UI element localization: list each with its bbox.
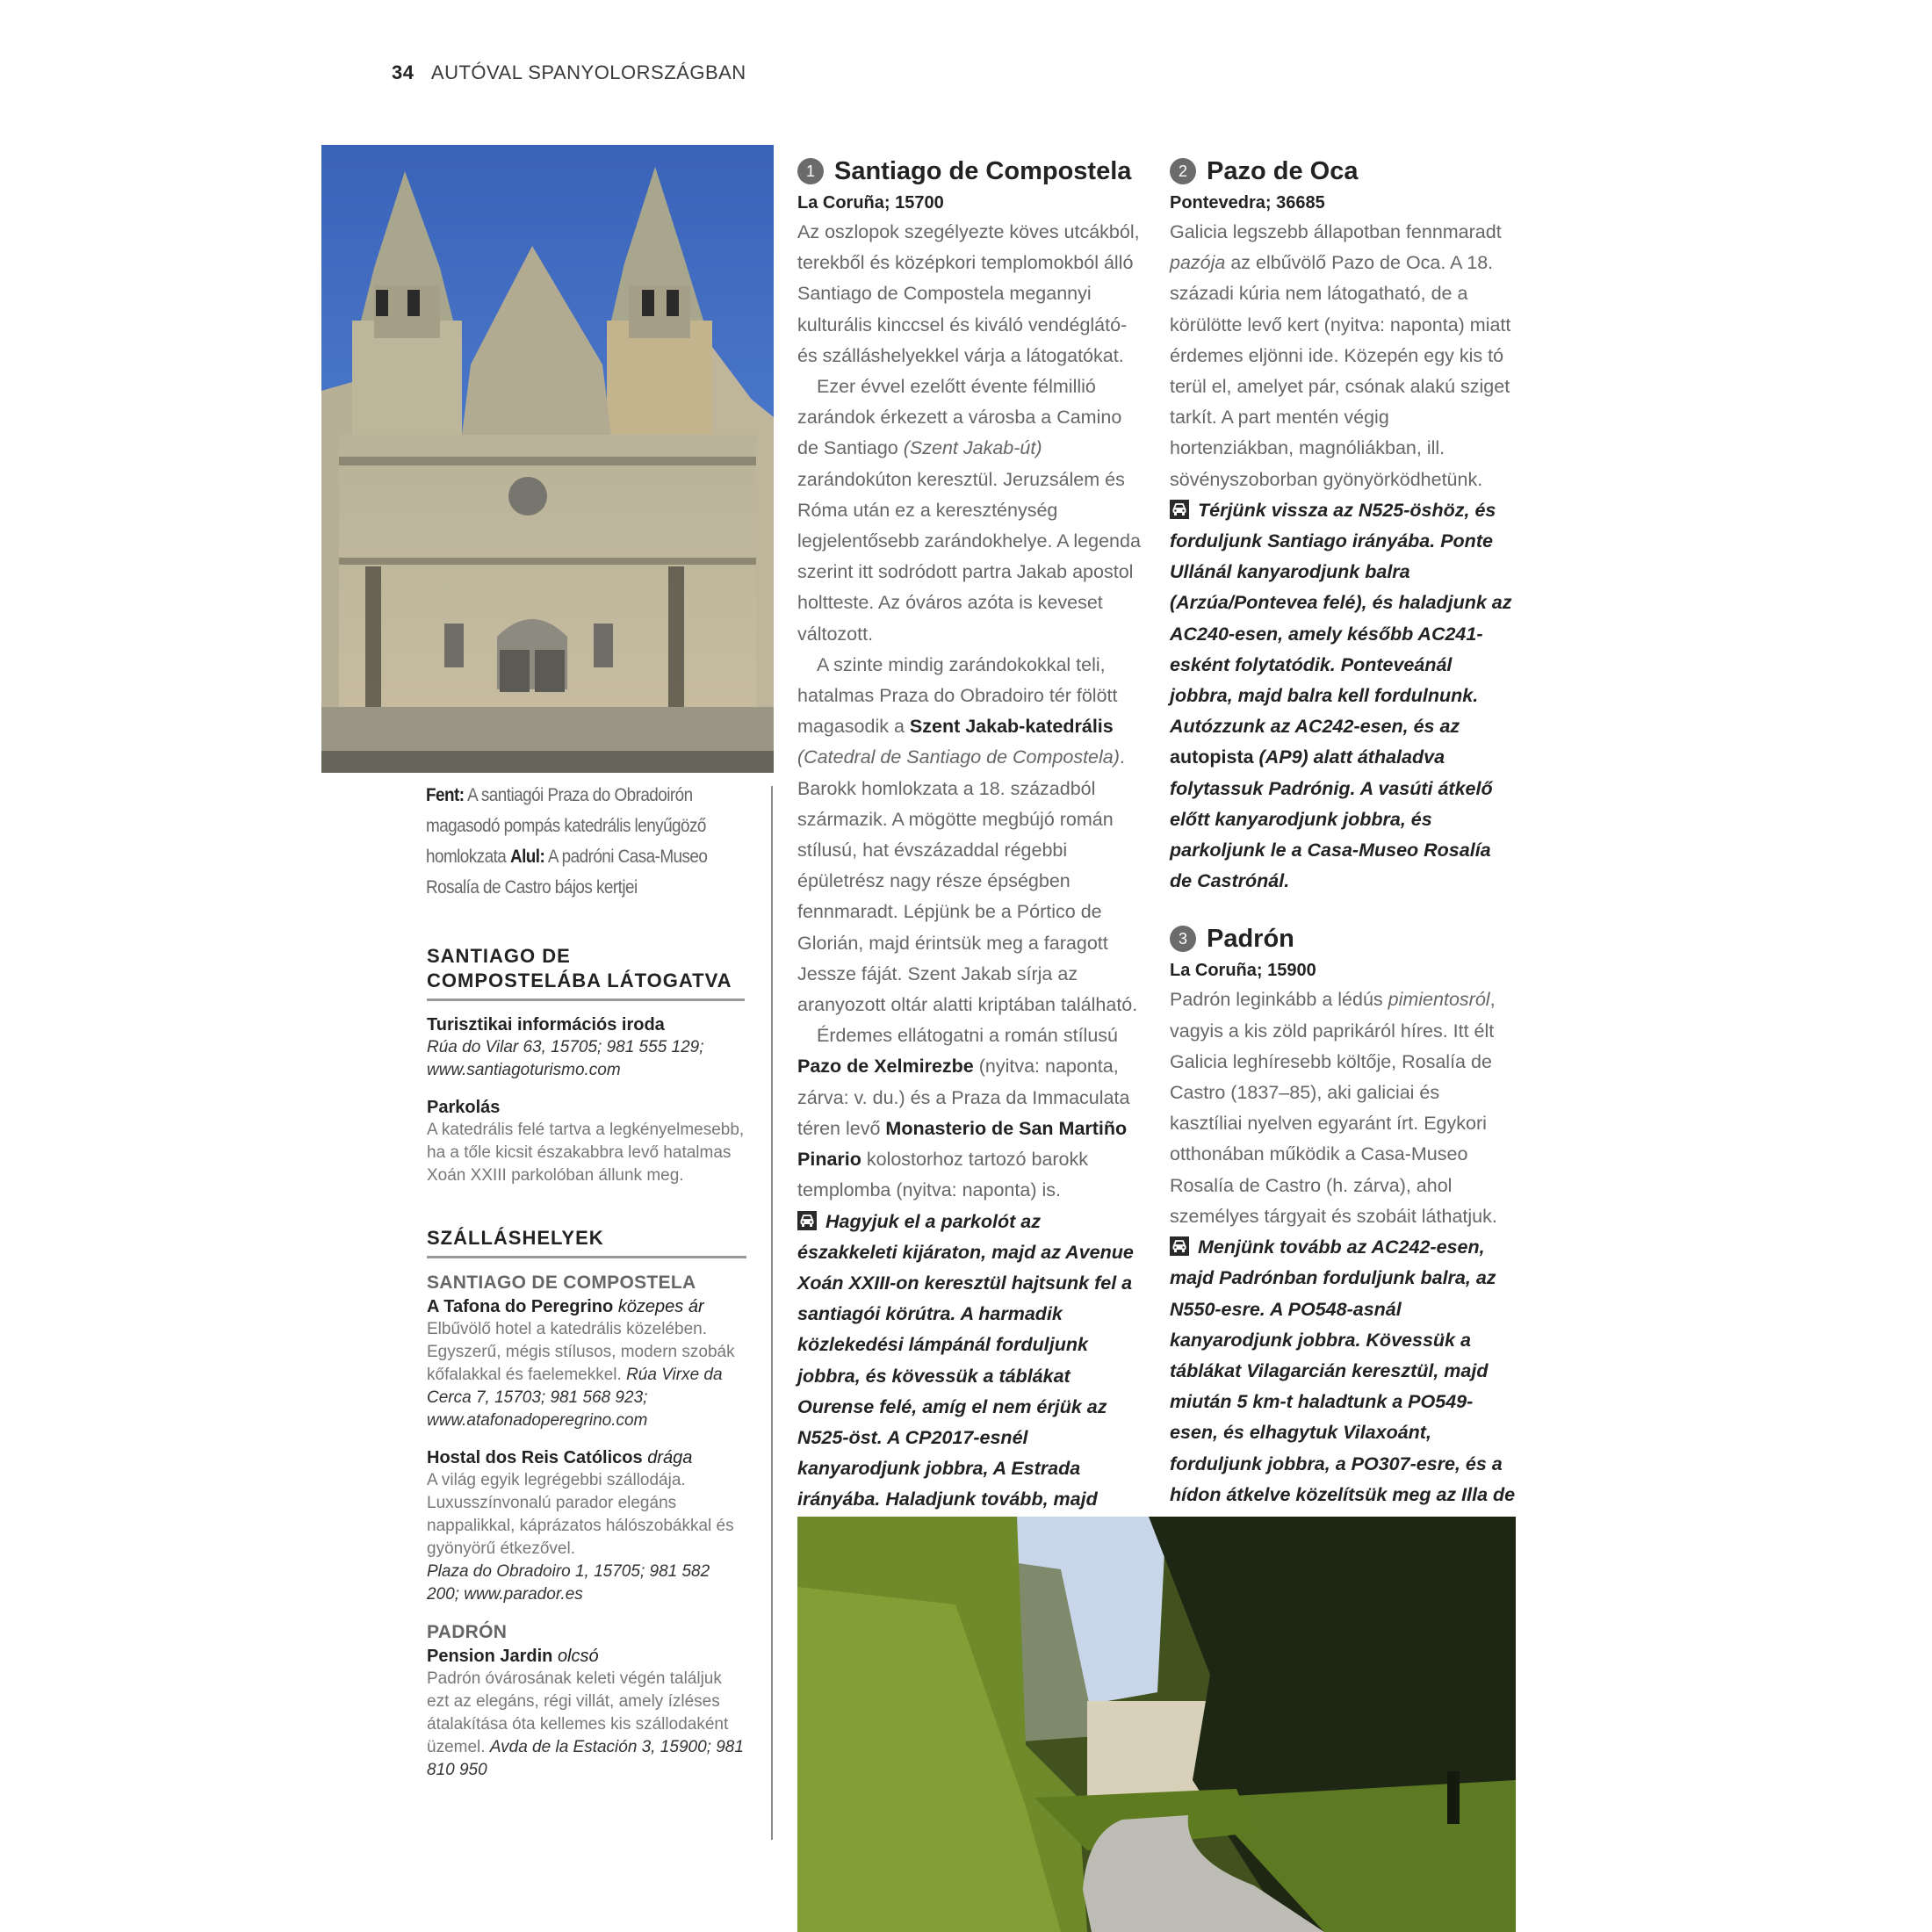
hotel-desc: A világ egyik legrégebbi szállodája. Luxusszínvonalú parador elegáns nappalikkal, káprázatos hálószobákkal és gyönyörű étkezővel.: [427, 1471, 734, 1558]
entry-paragraph: A szinte mindig zarándokokkal teli, hatalmas Praza do Obradoiro tér fölött magasodik a Szent Jakab-katedrális (Catedral de Santiago de Compostela). Barokk homlokzata a 18. századból származik. A mögötte megbújó román stílusú, hat évszázaddal régebbi épületrész nagy része épségben fennmaradt. Lépjünk be a Pórtico de Glorián, majd érintsük meg a faragott Jessze fáját. Szent Jakab sírja az aranyozott oltár alatti kriptában található.: [797, 653, 1138, 1016]
entry-paragraph: Galicia legszebb állapotban fennmaradt pazója az elbűvölő Pazo de Oca. A 18. századi kúria nem látogatható, de a körülötte levő kert (nyitva: naponta) miatt érdemes eljönni ide. Közepén egy kis tó terül el, amelyet pár, csónak alakú sziget tarkít. A part mentén végig hortenziákban, magnóliákban, ill. sövényszoborban gyönyörködhetünk.: [1170, 221, 1511, 490]
entry-title-text: Santiago de Compostela: [834, 157, 1132, 185]
hotel-name: A Tafona do Peregrino: [427, 1297, 614, 1316]
lodging-city: SANTIAGO DE COMPOSTELA: [427, 1272, 696, 1293]
parking-text: A katedrális felé tartva a legkényelmesebb, ha a tőle kicsit északabbra levő hatalmas Xoán XXIII parkolóban állunk meg.: [427, 1121, 745, 1185]
hotel-name: Pension Jardin: [427, 1647, 553, 1666]
entry-number-badge: 2: [1170, 158, 1196, 184]
garden-illustration: [797, 1517, 1516, 1932]
caption-bottom-text: A padróni Casa-Museo Rosalía de Castro bájos kertjei: [426, 847, 708, 898]
hotel-price: drága: [647, 1448, 693, 1467]
highlight-monastery: Monasterio de San Martiño Pinario: [797, 1117, 1128, 1171]
sidebar: [427, 944, 746, 1796]
tourist-office-label: Turisztikai információs iroda: [427, 1015, 665, 1034]
driving-directions: Menjünk tovább az AC242-esen, majd Padrónban forduljunk balra, az N550-esre. A PO548-asnál kanyarodjunk jobbra. Kövessük a táblákat Vilagarcián keresztül, majd miután 5 km-t haladtunk a PO549-esen, és elhagytuk Vilaxoánt, forduljunk jobbra, a PO307-esre, és a hídon átkelve közelítsük meg az Illa de: [1170, 1236, 1516, 1505]
parking: [427, 1096, 746, 1187]
hotel-entry: [427, 1295, 746, 1432]
highlight-cathedral: Szent Jakab-katedrális: [909, 716, 1114, 738]
car-icon: [1170, 500, 1189, 519]
entry-location: La Coruña; 15900: [1170, 961, 1316, 981]
driving-directions: Térjünk vissza az N525-öshöz, és forduljunk Santiago irányába. Ponte Ullánál kanyarodjunk balra (Arzúa/Pontevea felé), és haladjunk az AC240-esen, amely később AC241-esként folytatódik. Ponteveánál jobbra, majd balra kell fordulnunk. Autózzunk az AC242-esen, és az autopista (AP9) alatt áthaladva folytassuk Padrónig. A vasúti átkelő előtt kanyarodjunk jobbra, és parkoljunk le a Casa-Museo Rosalía de Castrónál.: [1170, 499, 1512, 892]
car-icon: [1170, 1236, 1189, 1256]
entry-title: [1170, 154, 1517, 189]
visit-heading: SANTIAGO DE COMPOSTELÁBA LÁTOGATVA: [427, 944, 745, 1001]
entry-paragraph: Ezer évvel ezelőtt évente félmillió zarándok érkezett a városba a Camino de Santiago (Szent Jakab-út) zarándokúton keresztül. Jeruzsálem és Róma után ez a kereszténység legjelentősebb zarándokhelye. A legenda szerint itt sodródott partra Jakab apostol holtteste. Az óváros azóta is keveset változott.: [797, 376, 1141, 645]
page-number: 34: [392, 61, 415, 83]
entry-number-badge: 3: [1170, 926, 1196, 952]
hotel-desc: Elbűvölő hotel a katedrális közelében. Egyszerű, mégis stílusos, modern szobák kőfalakkal és faelemekkel.: [427, 1320, 735, 1384]
entry-paragraph: Padrón leginkább a lédús pimientosról, vagyis a kis zöld paprikáról híres. Itt élt Galicia leghíresebb költője, Rosalía de Castro (1837–85), aki galiciai és kasztíliai nyelven egyaránt írt. Egykori otthonában működik a Casa-Museo Rosalía de Castro (h. zárva), ahol személyes tárgyait és szobáit láthatjuk.: [1170, 989, 1497, 1227]
parking-label: Parkolás: [427, 1098, 501, 1117]
lodging-city: PADRÓN: [427, 1622, 508, 1642]
tourist-office: [427, 1013, 746, 1082]
hotel-price: közepes ár: [617, 1297, 704, 1316]
entry-location: Pontevedra; 36685: [1170, 193, 1325, 213]
cathedral-illustration: [321, 145, 774, 773]
chapter-title: AUTÓVAL SPANYOLORSZÁGBAN: [430, 61, 746, 83]
hotel-price: olcsó: [557, 1647, 599, 1666]
hotel-entry: [427, 1446, 746, 1606]
caption-bottom-label: Alul:: [509, 847, 545, 867]
hotel-contact: Avda de la Estación 3, 15900; 981 810 950: [427, 1738, 744, 1779]
entry-santiago: [797, 154, 1144, 1577]
hotel-entry: [427, 1645, 746, 1782]
garden-photo: [797, 1517, 1516, 1932]
entry-location: La Coruña; 15700: [797, 193, 944, 213]
hotel-contact: Rúa Virxe da Cerca 7, 15703; 981 568 923; www.atafonadoperegrino.com: [427, 1366, 723, 1430]
hotel-name: Hostal dos Reis Católicos: [427, 1448, 643, 1467]
entry-title: [1170, 921, 1517, 956]
tourist-office-address: Rúa do Vilar 63, 15705; 981 555 129; www.santiagoturismo.com: [427, 1038, 704, 1079]
entry-padron: [1170, 921, 1517, 1572]
hotel-desc: Padrón óvárosának keleti végén találjuk ezt az elegáns, régi villát, amely ízléses átalakítása óta kellemes kis szállodaként üzemel.: [427, 1669, 729, 1756]
entry-number-badge: 1: [797, 158, 824, 184]
highlight-pazo: Pazo de Xelmirezbe: [797, 1056, 974, 1078]
entry-title-text: Pazo de Oca: [1207, 157, 1359, 185]
entry-column-right: [1170, 154, 1517, 1572]
entry-pazo-de-oca: [1170, 154, 1517, 897]
entry-title-text: Padrón: [1207, 925, 1294, 954]
entry-title: [797, 154, 1144, 189]
driving-directions: Hagyjuk el a parkolót az északkeleti kijáraton, majd az Avenue Xoán XXIII-on keresztül hajtsunk fel a santiagói körútra. A harmadik közlekedési lámpánál forduljunk jobbra, és kövessük a táblákat Ourense felé, amíg el nem érjük az N525-öst. A CP2017-esnél kanyarodjunk jobbra, A Estrada irányába. Haladjunk tovább, majd: [797, 1210, 1134, 1510]
hotel-contact: Plaza do Obradoiro 1, 15705; 981 582 200; www.parador.es: [427, 1562, 710, 1604]
running-head: [392, 61, 746, 84]
car-icon: [797, 1211, 817, 1230]
entry-paragraph: Érdemes ellátogatni a román stílusú Pazo de Xelmirezbe (nyitva: naponta, zárva: v. du.) és a Praza da Immaculata téren levő Monasterio de San Martiño Pinario kolostorhoz tartozó barokk templomba (nyitva: naponta) is.: [797, 1025, 1130, 1201]
photo-caption: [426, 780, 758, 903]
entry-paragraph: Az oszlopok szegélyezte köves utcákból, terekből és középkori templomokból álló Santiago de Compostela megannyi kulturális kinccsel és kiváló vendéglátó- és szálláshelyekkel várja a látogatókat.: [797, 221, 1140, 366]
caption-top-label: Fent:: [426, 785, 465, 805]
cathedral-photo: [321, 145, 774, 773]
caption-top-text: A santiagói Praza do Obradoirón magasodó pompás katedrális lenyűgöző homlokzata: [426, 785, 706, 867]
column-divider: [771, 786, 773, 1840]
lodging-heading: SZÁLLÁSHELYEK: [427, 1226, 746, 1258]
